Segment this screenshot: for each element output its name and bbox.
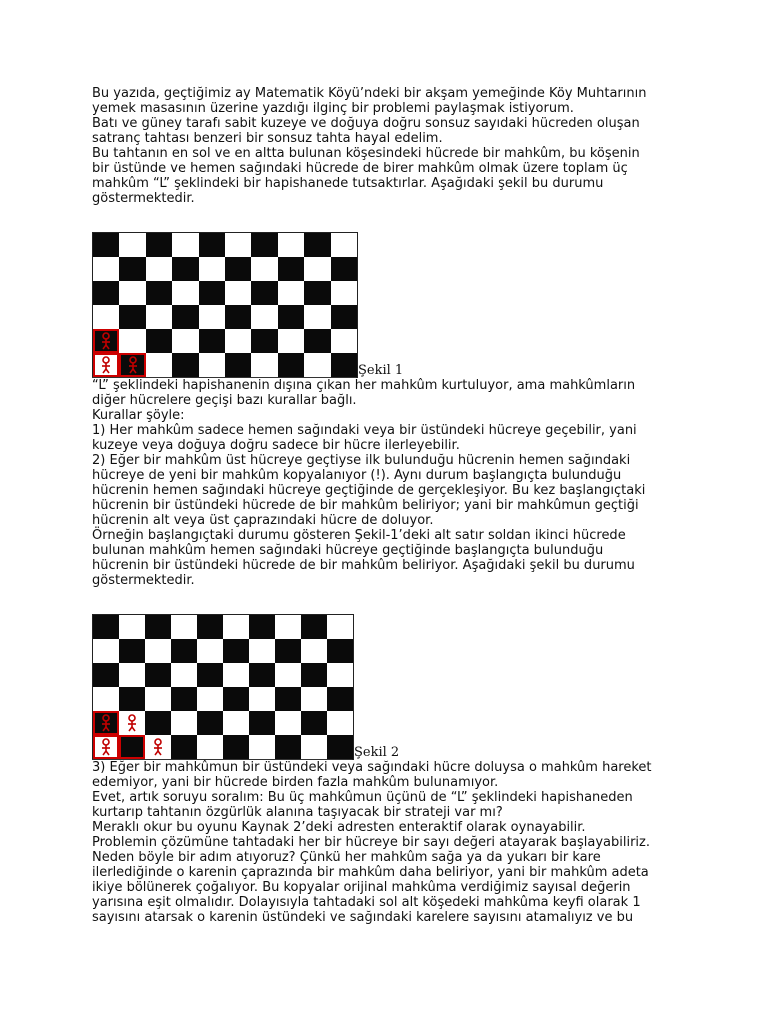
figure-1-baseline xyxy=(92,377,356,378)
board-cell xyxy=(223,687,249,711)
board-cell xyxy=(172,329,198,353)
board-cell xyxy=(223,711,249,735)
board-cell xyxy=(331,353,357,377)
board-cell xyxy=(301,711,327,735)
board-cell xyxy=(249,687,275,711)
board-cell xyxy=(223,735,249,759)
board-cell xyxy=(145,687,171,711)
board-cell xyxy=(199,305,225,329)
board-cell xyxy=(278,233,304,257)
board-cell xyxy=(172,353,198,377)
board-cell xyxy=(119,639,145,663)
board-cell xyxy=(93,233,119,257)
board-cell xyxy=(278,329,304,353)
board-cell xyxy=(304,353,330,377)
chessboard-figure-2 xyxy=(92,614,354,760)
prisoner-icon xyxy=(100,738,112,756)
board-cell xyxy=(278,353,304,377)
board-cell xyxy=(197,735,223,759)
question-paragraph: 3) Eğer bir mahkûmun bir üstündeki veya sağındaki hücre doluysa o mahkûm hareket edemiyor, yani bir hücrede birden fazla mahkûm bulunamıyor. Evet, artık soruyu soralım: Bu üç mahkûmun üçünü de “L” şeklindeki hapishaneden kurtarıp tahtanın özgürlük alanına taşıyacak bir strateji var mı? Meraklı okur bu oyunu Kaynak 2’deki adresten enteraktif olarak oynayabilir. Problemin çözümüne tahtadaki her bir hücreye bir sayı değeri atayarak başlayabiliriz. Neden böyle bir adım atıyoruz? Çünkü her mahkûm sağa ya da yukarı bir kare ilerlediğinde o karenin çaprazında bir mahkûm daha beliriyor, yani bir mahkûm adeta ikiye bölünerek çoğalıyor. Bu kopyalar orijinal mahkûma verdiğimiz sayısal değerin yarısına eşit olmalıdır. Dolayısıyla tahtadaki sol alt köşedeki mahkûma keyfi olarak 1 sayısını atarsak o karenin üstündeki ve sağındaki karelere sayısını atamalıyız ve bu xyxy=(92,760,652,925)
board-cell xyxy=(327,687,353,711)
board-cell xyxy=(225,353,251,377)
board-cell xyxy=(197,711,223,735)
board-cell xyxy=(225,257,251,281)
board-cell xyxy=(275,663,301,687)
board-cell xyxy=(93,305,119,329)
board-cell xyxy=(119,233,145,257)
board-cell xyxy=(225,329,251,353)
prisoner-icon xyxy=(126,714,138,732)
board-cell xyxy=(304,233,330,257)
board-cell xyxy=(93,735,119,759)
board-cell xyxy=(146,281,172,305)
board-cell xyxy=(301,615,327,639)
board-cell xyxy=(93,639,119,663)
board-cell xyxy=(304,329,330,353)
board-cell xyxy=(225,233,251,257)
board-cell xyxy=(225,305,251,329)
board-cell xyxy=(119,687,145,711)
board-cell xyxy=(119,257,145,281)
board-cell xyxy=(301,735,327,759)
board-cell xyxy=(145,639,171,663)
board-cell xyxy=(251,329,277,353)
board-cell xyxy=(304,305,330,329)
board-cell xyxy=(93,257,119,281)
board-cell xyxy=(93,615,119,639)
figure-2 xyxy=(92,614,692,760)
board-cell xyxy=(331,281,357,305)
figure-1 xyxy=(92,232,692,378)
board-cell xyxy=(171,639,197,663)
board-cell xyxy=(197,663,223,687)
figure-1-caption: Şekil 1 xyxy=(358,363,404,378)
board-cell xyxy=(119,663,145,687)
board-cell xyxy=(301,687,327,711)
board-cell xyxy=(199,281,225,305)
board-cell xyxy=(275,735,301,759)
board-cell xyxy=(119,735,145,759)
board-cell xyxy=(93,687,119,711)
prisoner-icon xyxy=(127,356,139,374)
board-cell xyxy=(278,281,304,305)
board-cell xyxy=(331,233,357,257)
board-cell xyxy=(327,663,353,687)
board-cell xyxy=(331,305,357,329)
board-cell xyxy=(331,329,357,353)
board-cell xyxy=(197,639,223,663)
board-cell xyxy=(146,257,172,281)
prisoner-icon xyxy=(100,356,112,374)
article xyxy=(92,86,692,925)
board-cell xyxy=(199,329,225,353)
board-cell xyxy=(275,615,301,639)
board-cell xyxy=(146,353,172,377)
board-cell xyxy=(171,735,197,759)
rules-paragraph: “L” şeklindeki hapishanenin dışına çıkan her mahkûm kurtuluyor, ama mahkûmların diğer hücrelere geçişi bazı kurallar bağlı. Kurallar şöyle: 1) Her mahkûm sadece hemen sağındaki veya bir üstündeki hücreye geçebilir, yani kuzeye veya doğuya doğru sadece bir hücre ilerleyebilir. 2) Eğer bir mahkûm üst hücreye geçtiyse ilk bulunduğu hücrenin hemen sağındaki hücreye de yeni bir mahkûm kopyalanıyor (!). Aynı durum başlangıçta bulunduğu hücrenin hemen sağındaki hücreye geçtiğinde de gerçekleşiyor. Bu kez başlangıçtaki hücrenin bir üstündeki hücrede de bir mahkûm beliriyor; yani bir mahkûmun geçtiği hücrenin alt veya üst çaprazındaki hücre de doluyor. Örneğin başlangıçtaki durumu gösteren Şekil-1’deki alt satır soldan ikinci hücrede bulunan mahkûm hemen sağındaki hücreye geçtiğinde başlangıçta bulunduğu hücrenin bir üstündeki hücrede de bir mahkûm beliriyor. Aşağıdaki şekil bu durumu göstermektedir. xyxy=(92,378,646,588)
board-cell xyxy=(251,305,277,329)
board-cell xyxy=(145,615,171,639)
board-cell xyxy=(145,663,171,687)
board-cell xyxy=(251,353,277,377)
figure-2-baseline xyxy=(92,759,352,760)
board-cell xyxy=(171,663,197,687)
board-cell xyxy=(223,639,249,663)
board-cell xyxy=(249,711,275,735)
intro-paragraph: Bu yazıda, geçtiğimiz ay Matematik Köyü’ndeki bir akşam yemeğinde Köy Muhtarının yemek masasının üzerine yazdığı ilginç bir problemi paylaşmak istiyorum. Batı ve güney tarafı sabit kuzeye ve doğuya doğru sonsuz sayıdaki hücreden oluşan satranç tahtası benzeri bir sonsuz tahta hayal edelim. Bu tahtanın en sol ve en altta bulunan köşesindeki hücrede bir mahkûm, bu köşenin bir üstünde ve hemen sağındaki hücrede de birer mahkûm olmak üzere toplam üç mahkûm “L” şeklindeki bir hapishanede tutsaktırlar. Aşağıdaki şekil bu durumu göstermektedir. xyxy=(92,86,647,206)
board-cell xyxy=(199,257,225,281)
board-cell xyxy=(223,615,249,639)
board-cell xyxy=(172,233,198,257)
board-cell xyxy=(275,639,301,663)
board-cell xyxy=(251,257,277,281)
board-cell xyxy=(249,735,275,759)
board-cell xyxy=(172,281,198,305)
board-cell xyxy=(249,615,275,639)
board-cell xyxy=(331,257,357,281)
prisoner-icon xyxy=(152,738,164,756)
board-cell xyxy=(146,233,172,257)
board-cell xyxy=(327,615,353,639)
board-cell xyxy=(93,329,119,353)
board-cell xyxy=(301,663,327,687)
board-cell xyxy=(119,615,145,639)
board-cell xyxy=(197,615,223,639)
board-cell xyxy=(119,305,145,329)
board-cell xyxy=(304,257,330,281)
board-cell xyxy=(225,281,251,305)
chessboard-figure-1 xyxy=(92,232,358,378)
board-cell xyxy=(119,711,145,735)
board-cell xyxy=(119,353,145,377)
board-cell xyxy=(146,305,172,329)
figure-2-caption: Şekil 2 xyxy=(354,745,400,760)
board-cell xyxy=(278,257,304,281)
prisoner-icon xyxy=(100,332,112,350)
board-cell xyxy=(249,639,275,663)
board-cell xyxy=(146,329,172,353)
board-cell xyxy=(327,639,353,663)
board-cell xyxy=(172,257,198,281)
board-cell xyxy=(275,711,301,735)
board-cell xyxy=(93,663,119,687)
board-cell xyxy=(171,615,197,639)
board-cell xyxy=(93,353,119,377)
board-cell xyxy=(251,233,277,257)
board-cell xyxy=(171,711,197,735)
board-cell xyxy=(93,281,119,305)
board-cell xyxy=(172,305,198,329)
board-cell xyxy=(275,687,301,711)
board-cell xyxy=(145,711,171,735)
board-cell xyxy=(327,735,353,759)
board-cell xyxy=(223,663,249,687)
board-cell xyxy=(119,329,145,353)
board-cell xyxy=(145,735,171,759)
board-cell xyxy=(327,711,353,735)
board-cell xyxy=(304,281,330,305)
board-cell xyxy=(251,281,277,305)
board-cell xyxy=(197,687,223,711)
board-cell xyxy=(278,305,304,329)
board-cell xyxy=(171,687,197,711)
board-cell xyxy=(119,281,145,305)
board-cell xyxy=(301,639,327,663)
board-cell xyxy=(249,663,275,687)
board-cell xyxy=(93,711,119,735)
board-cell xyxy=(199,353,225,377)
board-cell xyxy=(199,233,225,257)
prisoner-icon xyxy=(100,714,112,732)
